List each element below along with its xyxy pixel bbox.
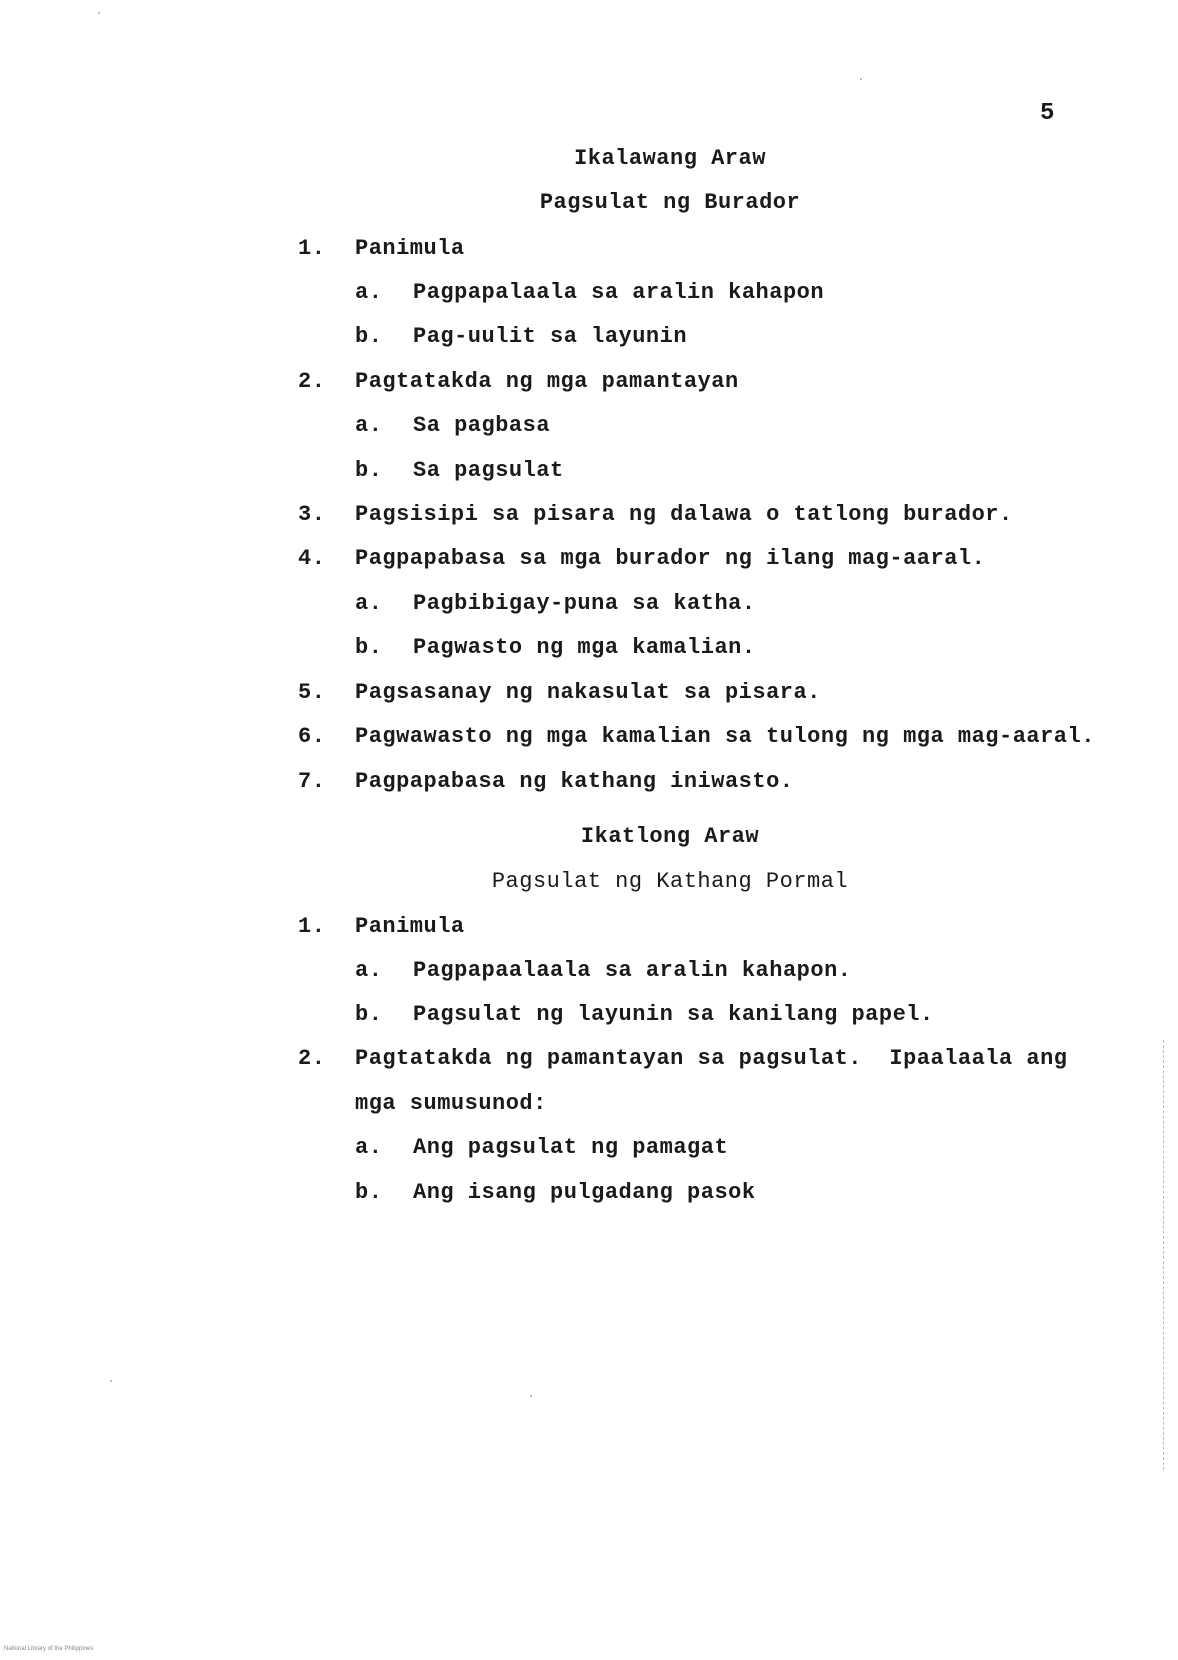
list-item-text: Pagpapalaala sa aralin kahapon — [413, 280, 825, 305]
list-item-text: Pagsulat ng layunin sa kanilang papel. — [413, 1002, 934, 1027]
list-item-number: 7. — [298, 769, 326, 794]
list-item-continuation: mga sumusunod: — [355, 1091, 547, 1116]
list-item-number: 4. — [298, 546, 326, 571]
section1-title: Ikalawang Araw — [574, 146, 766, 171]
list-item-number: 1. — [298, 236, 326, 261]
list-item-text: Ang isang pulgadang pasok — [413, 1180, 756, 1205]
list-item-text: Pagpapaalaala sa aralin kahapon. — [413, 958, 852, 983]
list-item-number: 1. — [298, 914, 326, 939]
list-item-letter: b. — [355, 1002, 383, 1027]
list-item-text: Pagwawasto ng mga kamalian sa tulong ng mga mag-aaral. — [355, 724, 1095, 749]
list-item-letter: b. — [355, 324, 383, 349]
list-item-letter: a. — [355, 958, 383, 983]
list-item-text: Pagtatakda ng pamantayan sa pagsulat. Ipaalaala ang — [355, 1046, 1068, 1071]
list-item-text: Pagsasanay ng nakasulat sa pisara. — [355, 680, 821, 705]
scan-edge-artifact — [1163, 1040, 1164, 1470]
scan-speck — [98, 12, 100, 14]
page-number: 5 — [1040, 100, 1055, 127]
list-item-number: 2. — [298, 369, 326, 394]
section2-title: Ikatlong Araw — [580, 824, 760, 849]
list-item-number: 3. — [298, 502, 326, 527]
list-item-text: Pagpapabasa sa mga burador ng ilang mag-aaral. — [355, 546, 986, 571]
section1-subtitle: Pagsulat ng Burador — [539, 190, 801, 215]
list-item-number: 2. — [298, 1046, 326, 1071]
scan-speck — [110, 1380, 112, 1382]
list-item-text: Pagbibigay-puna sa katha. — [413, 591, 756, 616]
section2-subtitle: Pagsulat ng Kathang Pormal — [491, 869, 849, 894]
list-item-letter: b. — [355, 1180, 383, 1205]
list-item-letter: a. — [355, 591, 383, 616]
scan-footer: National Library of the Philippines — [4, 1646, 94, 1652]
list-item-text: Pag-uulit sa layunin — [413, 324, 688, 349]
scan-speck — [530, 1395, 532, 1397]
list-item-text: Sa pagsulat — [413, 458, 564, 483]
list-item-text: Panimula — [355, 914, 465, 939]
list-item-letter: b. — [355, 635, 383, 660]
list-item-text: Sa pagbasa — [413, 413, 551, 438]
list-item-number: 6. — [298, 724, 326, 749]
list-item-text: Pagsisipi sa pisara ng dalawa o tatlong burador. — [355, 502, 1013, 527]
list-item-letter: b. — [355, 458, 383, 483]
list-item-text: Pagtatakda ng mga pamantayan — [355, 369, 739, 394]
scan-speck — [860, 78, 862, 80]
list-item-text: Pagpapabasa ng kathang iniwasto. — [355, 769, 794, 794]
list-item-text: Pagwasto ng mga kamalian. — [413, 635, 756, 660]
list-item-letter: a. — [355, 1135, 383, 1160]
list-item-text: Panimula — [355, 236, 465, 261]
list-item-letter: a. — [355, 280, 383, 305]
list-item-letter: a. — [355, 413, 383, 438]
list-item-text: Ang pagsulat ng pamagat — [413, 1135, 729, 1160]
list-item-number: 5. — [298, 680, 326, 705]
